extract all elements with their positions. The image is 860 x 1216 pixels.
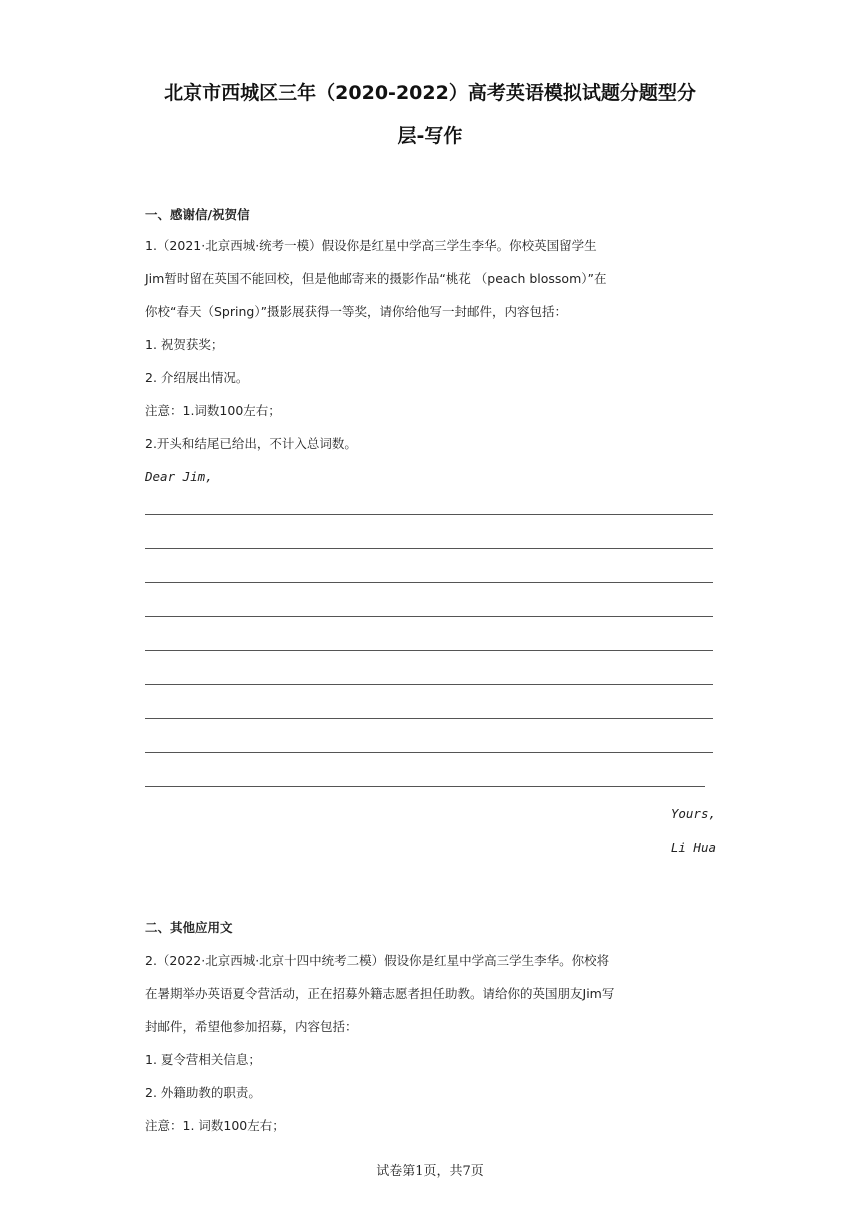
writing-line <box>145 650 713 651</box>
letter-signature: Li Hua <box>670 840 716 855</box>
writing-line <box>145 718 713 719</box>
question-1-item-2: 2. 介绍展出情况。 <box>145 370 249 385</box>
page-footer: 试卷第1页，共7页 <box>376 1164 484 1179</box>
writing-line <box>145 684 713 685</box>
question-1-line-2: Jim暂时留在英国不能回校，但是他邮寄来的摄影作品“桃花 （peach blossom）”在 <box>145 271 607 286</box>
question-2-item-1: 1. 夏令营相关信息； <box>145 1052 261 1067</box>
question-2-line-1: 2.（2022·北京西城·北京十四中统考二模）假设你是红星中学高三学生李华。你校将 <box>145 953 610 968</box>
question-1-item-1: 1. 祝贺获奖； <box>145 337 224 352</box>
writing-line <box>145 786 705 787</box>
writing-line <box>145 548 713 549</box>
document-title-line-1: 北京市西城区三年（2020-2022）高考英语模拟试题分题型分 <box>164 82 696 104</box>
question-2-line-3: 封邮件，希望他参加招募，内容包括： <box>145 1019 358 1034</box>
question-2-line-2: 在暑期举办英语夏令营活动，正在招募外籍志愿者担任助教。请给你的英国朋友Jim写 <box>145 986 615 1001</box>
letter-closing: Yours, <box>670 806 716 821</box>
writing-line <box>145 616 713 617</box>
writing-line <box>145 752 713 753</box>
question-2-item-2: 2. 外籍助教的职责。 <box>145 1085 261 1100</box>
section-2-heading: 二、其他应用文 <box>145 920 233 935</box>
question-1-line-1: 1.（2021·北京西城·统考一模）假设你是红星中学高三学生李华。你校英国留学生 <box>145 238 597 253</box>
writing-line <box>145 514 713 515</box>
section-1-heading: 一、感谢信/祝贺信 <box>145 207 250 222</box>
document-title-line-2: 层-写作 <box>397 125 463 147</box>
letter-greeting: Dear Jim, <box>145 469 213 484</box>
question-1-note-2: 2.开头和结尾已给出，不计入总词数。 <box>145 436 357 451</box>
writing-line <box>145 582 713 583</box>
question-1-line-3: 你校“春天（Spring）”摄影展获得一等奖，请你给他写一封邮件，内容包括： <box>145 304 568 319</box>
question-1-note-1: 注意：1.词数100左右； <box>145 403 281 418</box>
question-2-note-1: 注意：1. 词数100左右； <box>145 1118 285 1133</box>
